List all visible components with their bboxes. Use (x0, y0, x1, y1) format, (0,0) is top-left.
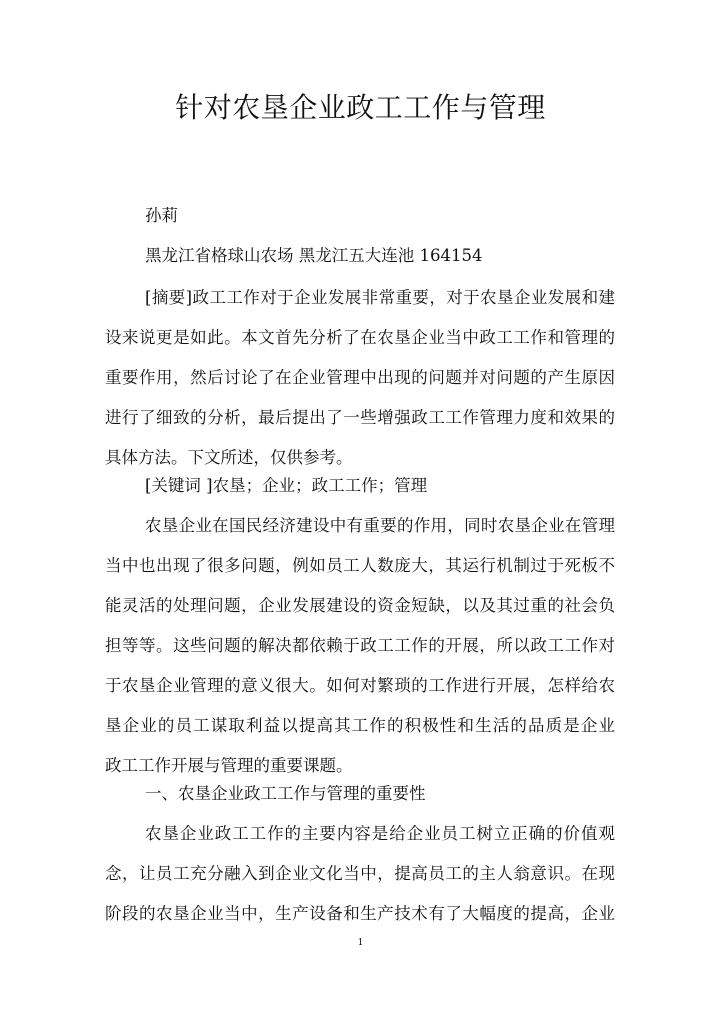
author-affiliation: 黑龙江省格球山农场 黑龙江五大连池 164154 (145, 246, 483, 265)
paragraph-line: [摘要]政工工作对于企业发展非常重要，对于农垦企业发展和建 (145, 288, 615, 307)
paragraph-line: 设来说更是如此。本文首先分析了在农垦企业当中政工工作和管理的 (105, 328, 615, 347)
page-number: 1 (357, 938, 364, 948)
paragraph-line: 于农垦企业管理的意义很大。如何对繁琐的工作进行开展，怎样给农 (105, 676, 615, 695)
author-name: 孙莉 (145, 206, 178, 225)
paragraph-line: 具体方法。下文所述，仅供参考。 (105, 448, 353, 467)
paragraph-line: [关键词 ]农垦；企业；政工工作；管理 (145, 476, 428, 495)
paragraph-line: 农垦企业在国民经济建设中有重要的作用，同时农垦企业在管理 (145, 516, 615, 535)
paragraph-line: 进行了细致的分析，最后提出了一些增强政工工作管理力度和效果的 (105, 408, 615, 427)
paragraph-line: 重要作用，然后讨论了在企业管理中出现的问题并对问题的产生原因 (105, 368, 615, 387)
paragraph-line: 农垦企业政工工作的主要内容是给企业员工树立正确的价值观 (145, 824, 615, 843)
paragraph-line: 政工工作开展与管理的重要课题。 (105, 756, 353, 775)
paragraph-line: 担等等。这些问题的解决都依赖于政工工作的开展，所以政工工作对 (105, 636, 615, 655)
paragraph-line: 垦企业的员工谋取利益以提高其工作的积极性和生活的品质是企业 (105, 716, 615, 735)
paragraph-line: 能灵活的处理问题，企业发展建设的资金短缺，以及其过重的社会负 (105, 596, 615, 615)
document-title: 针对农垦企业政工工作与管理 (175, 91, 546, 124)
paragraph-line: 阶段的农垦企业当中，生产设备和生产技术有了大幅度的提高，企业 (105, 904, 615, 923)
paragraph-line: 念，让员工充分融入到企业文化当中，提高员工的主人翁意识。在现 (105, 864, 615, 883)
paragraph-line: 当中也出现了很多问题，例如员工人数庞大，其运行机制过于死板不 (105, 556, 615, 575)
paragraph-line: 一、农垦企业政工工作与管理的重要性 (145, 784, 426, 803)
